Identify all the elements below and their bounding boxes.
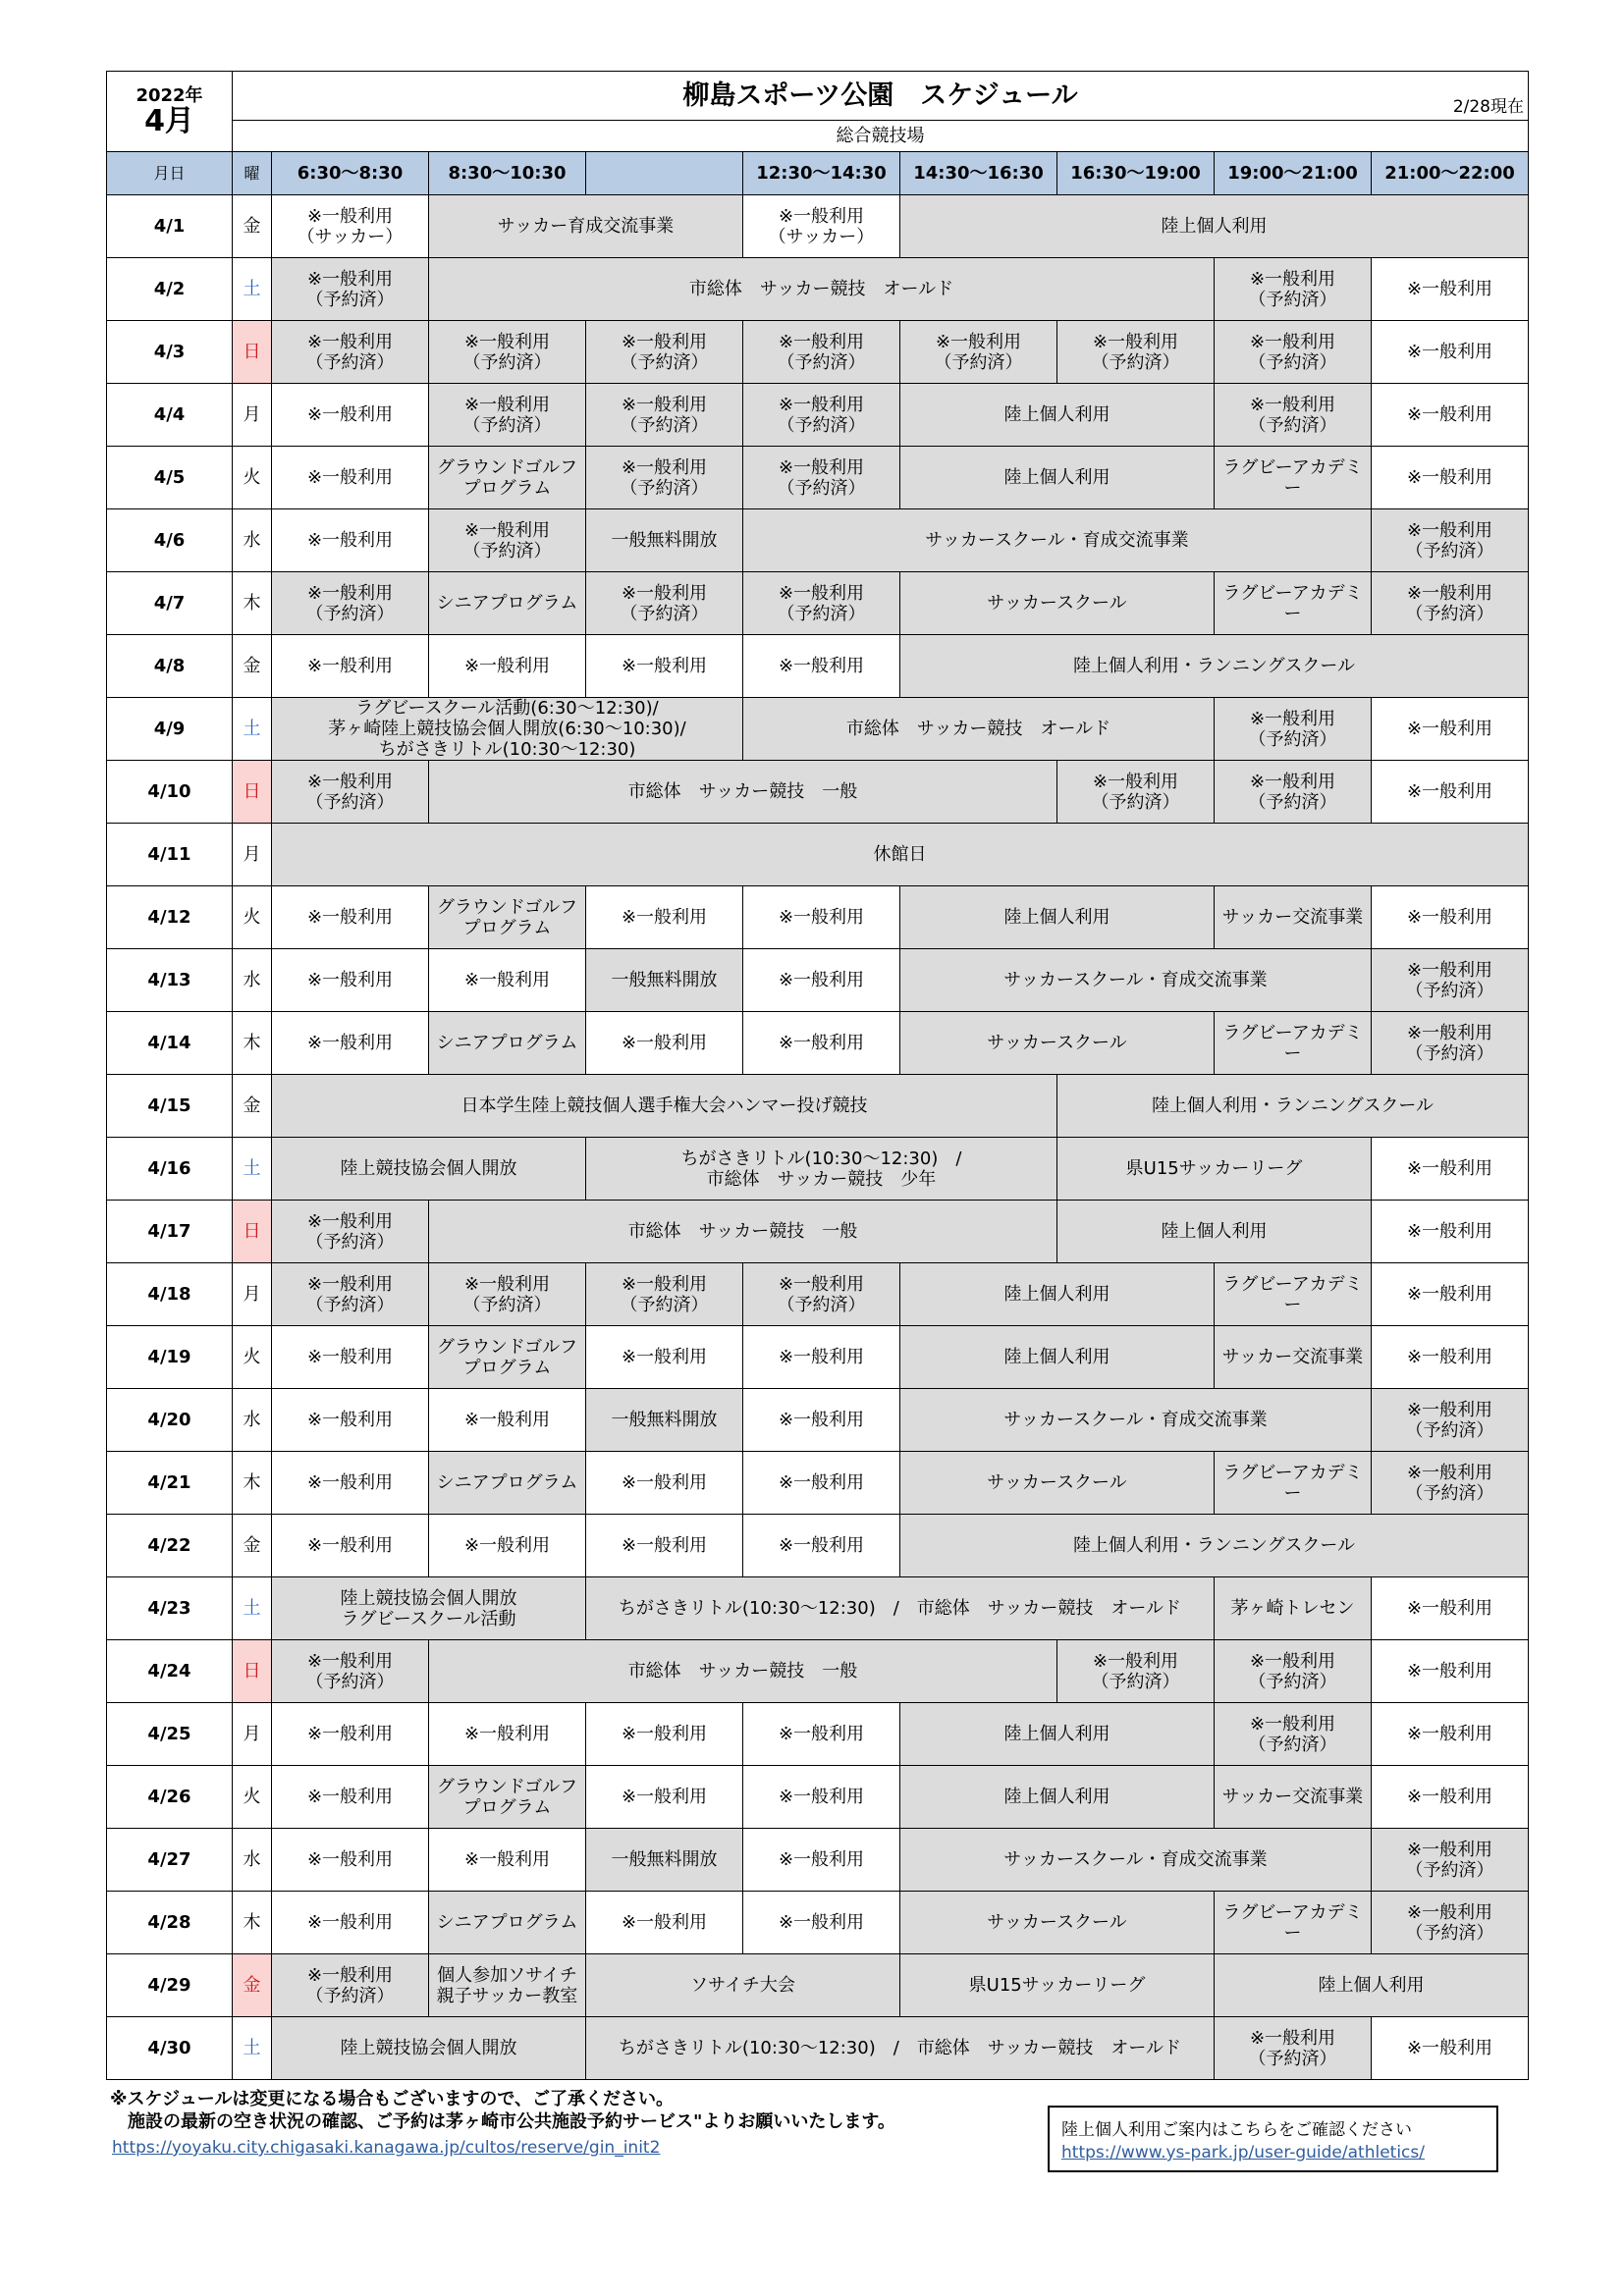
- athletics-info-text: 陸上個人利用ご案内はこちらをご確認ください: [1061, 2120, 1412, 2140]
- slot-cell: ※一般利用 （予約済）: [586, 384, 743, 447]
- slot-cell: サッカースクール: [900, 1892, 1215, 1954]
- schedule-row: [107, 1640, 1529, 1703]
- slot-cell: ※一般利用: [1372, 761, 1529, 824]
- schedule-row: [107, 761, 1529, 824]
- date-cell: 4/15: [107, 1075, 233, 1138]
- schedule-row: [107, 321, 1529, 384]
- slot-cell: ※一般利用 （予約済）: [743, 321, 900, 384]
- slot-cell: ※一般利用: [1372, 1326, 1529, 1389]
- date-cell: 4/16: [107, 1138, 233, 1201]
- slot-cell: 陸上個人利用: [900, 1326, 1215, 1389]
- date-cell: 4/25: [107, 1703, 233, 1766]
- slot-cell: ※一般利用 （予約済）: [429, 384, 586, 447]
- date-cell: 4/7: [107, 572, 233, 635]
- schedule-row: [107, 1326, 1529, 1389]
- col-header-slot-2: 8:30～10:30: [429, 152, 586, 195]
- slot-cell: ※一般利用: [272, 1515, 429, 1577]
- slot-cell: ※一般利用 （サッカー）: [272, 195, 429, 258]
- weekday-cell: 火: [233, 1326, 272, 1389]
- slot-cell: ※一般利用: [272, 949, 429, 1012]
- slot-cell: ※一般利用: [272, 1389, 429, 1452]
- slot-cell: ※一般利用: [586, 1892, 743, 1954]
- slot-cell: ※一般利用 （予約済）: [1372, 1829, 1529, 1892]
- slot-cell: ※一般利用: [1372, 1201, 1529, 1263]
- slot-cell: ※一般利用 （予約済）: [1215, 698, 1372, 761]
- slot-cell: ※一般利用: [1372, 2017, 1529, 2080]
- weekday-cell: 金: [233, 1515, 272, 1577]
- date-cell: 4/5: [107, 447, 233, 509]
- slot-cell: 陸上個人利用: [1215, 1954, 1529, 2017]
- date-cell: 4/6: [107, 509, 233, 572]
- athletics-info-link[interactable]: https://www.ys-park.jp/user-guide/athletics/: [1061, 2143, 1425, 2163]
- slot-cell: 陸上個人利用: [900, 195, 1529, 258]
- slot-cell: 市総体 サッカー競技 一般: [429, 761, 1057, 824]
- weekday-cell: 月: [233, 1263, 272, 1326]
- slot-cell: 陸上個人利用: [900, 1703, 1215, 1766]
- slot-cell: 日本学生陸上競技個人選手権大会ハンマー投げ競技: [272, 1075, 1057, 1138]
- year-month-cell: [107, 72, 233, 152]
- slot-cell: ※一般利用: [586, 1012, 743, 1075]
- slot-cell: ※一般利用: [743, 1452, 900, 1515]
- slot-cell: ※一般利用: [272, 1012, 429, 1075]
- schedule-row: [107, 572, 1529, 635]
- slot-cell: 一般無料開放: [586, 509, 743, 572]
- slot-cell: ※一般利用: [1372, 1263, 1529, 1326]
- as-of-date: 2/28現在: [1452, 97, 1524, 117]
- slot-cell: ※一般利用 （予約済）: [272, 761, 429, 824]
- slot-cell: ※一般利用 （予約済）: [743, 1263, 900, 1326]
- date-cell: 4/26: [107, 1766, 233, 1829]
- slot-cell: ラグビーアカデミー: [1215, 1892, 1372, 1954]
- slot-cell: ※一般利用: [272, 1892, 429, 1954]
- weekday-cell: 日: [233, 1640, 272, 1703]
- weekday-cell: 日: [233, 1201, 272, 1263]
- slot-cell: ※一般利用: [1372, 447, 1529, 509]
- weekday-cell: 日: [233, 761, 272, 824]
- date-cell: 4/10: [107, 761, 233, 824]
- slot-cell: 陸上個人利用: [900, 447, 1215, 509]
- slot-cell: ※一般利用 （予約済）: [586, 321, 743, 384]
- slot-cell: ※一般利用: [743, 1766, 900, 1829]
- slot-cell: 陸上個人利用: [1057, 1201, 1372, 1263]
- schedule-row: [107, 1012, 1529, 1075]
- slot-cell: サッカー交流事業: [1215, 1326, 1372, 1389]
- weekday-cell: 火: [233, 447, 272, 509]
- slot-cell: ※一般利用: [429, 635, 586, 698]
- col-header-slot-7: 19:00～21:00: [1215, 152, 1372, 195]
- slot-cell: ラグビーアカデミー: [1215, 1452, 1372, 1515]
- year-label: 2022年: [135, 84, 203, 106]
- slot-cell: ※一般利用: [743, 949, 900, 1012]
- slot-cell: ※一般利用 （予約済）: [1215, 1703, 1372, 1766]
- slot-cell: ※一般利用: [1372, 1640, 1529, 1703]
- weekday-cell: 土: [233, 1138, 272, 1201]
- slot-cell: 市総体 サッカー競技 オールド: [743, 698, 1215, 761]
- weekday-cell: 木: [233, 572, 272, 635]
- weekday-cell: 月: [233, 384, 272, 447]
- slot-cell: ※一般利用: [272, 509, 429, 572]
- slot-cell: ちがさきリトル(10:30～12:30) / 市総体 サッカー競技 少年: [586, 1138, 1057, 1201]
- slot-cell: 一般無料開放: [586, 1829, 743, 1892]
- col-header-slot-6: 16:30～19:00: [1057, 152, 1215, 195]
- schedule-table: [106, 71, 1529, 2080]
- col-header-date: 月日: [107, 152, 233, 195]
- slot-cell: ちがさきリトル(10:30～12:30) / 市総体 サッカー競技 オールド: [586, 2017, 1215, 2080]
- slot-cell: ※一般利用 （予約済）: [1372, 509, 1529, 572]
- date-cell: 4/17: [107, 1201, 233, 1263]
- slot-cell: ※一般利用 （予約済）: [1372, 1892, 1529, 1954]
- title-row: [107, 72, 1529, 121]
- weekday-cell: 木: [233, 1892, 272, 1954]
- schedule-row: [107, 1829, 1529, 1892]
- slot-cell: ※一般利用 （予約済）: [1372, 1012, 1529, 1075]
- slot-cell: 休館日: [272, 824, 1529, 886]
- slot-cell: ※一般利用 （予約済）: [1215, 258, 1372, 321]
- date-cell: 4/20: [107, 1389, 233, 1452]
- slot-cell: サッカースクール: [900, 1012, 1215, 1075]
- slot-cell: ※一般利用: [272, 1452, 429, 1515]
- date-cell: 4/14: [107, 1012, 233, 1075]
- date-cell: 4/24: [107, 1640, 233, 1703]
- page-title: 柳島スポーツ公園 スケジュール: [682, 80, 1078, 111]
- slot-cell: 県U15サッカーリーグ: [900, 1954, 1215, 2017]
- weekday-cell: 月: [233, 824, 272, 886]
- slot-cell: 市総体 サッカー競技 オールド: [429, 258, 1215, 321]
- slot-cell: ※一般利用: [272, 635, 429, 698]
- schedule-row: [107, 1954, 1529, 2017]
- weekday-cell: 金: [233, 1075, 272, 1138]
- schedule-row: [107, 1452, 1529, 1515]
- col-header-slot-3: [586, 152, 743, 195]
- weekday-cell: 土: [233, 2017, 272, 2080]
- weekday-cell: 金: [233, 195, 272, 258]
- slot-cell: ※一般利用: [1372, 886, 1529, 949]
- date-cell: 4/4: [107, 384, 233, 447]
- slot-cell: 茅ヶ崎トレセン: [1215, 1577, 1372, 1640]
- slot-cell: ※一般利用: [743, 886, 900, 949]
- schedule-row: [107, 447, 1529, 509]
- slot-cell: ※一般利用 （予約済）: [743, 447, 900, 509]
- slot-cell: サッカースクール・育成交流事業: [900, 1389, 1372, 1452]
- slot-cell: ※一般利用: [272, 384, 429, 447]
- slot-cell: ※一般利用: [743, 1389, 900, 1452]
- notice-line-2: 施設の最新の空き状況の確認、ご予約は茅ヶ崎市公共施設予約サービス"よりお願いいたします。: [110, 2111, 895, 2132]
- slot-cell: ※一般利用: [1372, 1766, 1529, 1829]
- schedule-row: [107, 1766, 1529, 1829]
- col-header-slot-4: 12:30～14:30: [743, 152, 900, 195]
- slot-cell: 陸上競技協会個人開放: [272, 1138, 586, 1201]
- slot-cell: サッカースクール・育成交流事業: [900, 1829, 1372, 1892]
- schedule-row: [107, 1263, 1529, 1326]
- schedule-row: [107, 1201, 1529, 1263]
- slot-cell: サッカースクール・育成交流事業: [743, 509, 1372, 572]
- slot-cell: ※一般利用 （予約済）: [900, 321, 1057, 384]
- weekday-cell: 水: [233, 509, 272, 572]
- slot-cell: ※一般利用: [272, 1766, 429, 1829]
- slot-cell: ※一般利用 （予約済）: [272, 321, 429, 384]
- slot-cell: サッカー交流事業: [1215, 886, 1372, 949]
- slot-cell: ※一般利用: [1372, 1577, 1529, 1640]
- schedule-row: [107, 1389, 1529, 1452]
- schedule-row: [107, 886, 1529, 949]
- slot-cell: ※一般利用 （予約済）: [1057, 321, 1215, 384]
- schedule-row: [107, 1703, 1529, 1766]
- col-header-slot-5: 14:30～16:30: [900, 152, 1057, 195]
- slot-cell: ※一般利用 （予約済）: [429, 1263, 586, 1326]
- slot-cell: ※一般利用: [743, 1829, 900, 1892]
- slot-cell: サッカースクール・育成交流事業: [900, 949, 1372, 1012]
- notice-line-1: ※スケジュールは変更になる場合もございますので、ご了承ください。: [110, 2089, 675, 2109]
- slot-cell: ※一般利用 （予約済）: [272, 1263, 429, 1326]
- schedule-row: [107, 698, 1529, 761]
- slot-cell: ※一般利用 （予約済）: [272, 1640, 429, 1703]
- slot-cell: ※一般利用 （予約済）: [586, 447, 743, 509]
- slot-cell: サッカースクール: [900, 1452, 1215, 1515]
- date-cell: 4/23: [107, 1577, 233, 1640]
- slot-cell: ※一般利用 （予約済）: [586, 1263, 743, 1326]
- schedule-row: [107, 384, 1529, 447]
- date-cell: 4/8: [107, 635, 233, 698]
- slot-cell: ※一般利用: [272, 1326, 429, 1389]
- weekday-cell: 火: [233, 886, 272, 949]
- slot-cell: 個人参加ソサイチ 親子サッカー教室: [429, 1954, 586, 2017]
- slot-cell: 陸上個人利用: [900, 384, 1215, 447]
- slot-cell: 一般無料開放: [586, 1389, 743, 1452]
- col-header-dow: 曜: [233, 152, 272, 195]
- schedule-notice: [110, 2088, 895, 2133]
- slot-cell: ※一般利用 （予約済）: [1057, 1640, 1215, 1703]
- title-cell: [233, 72, 1529, 121]
- date-cell: 4/27: [107, 1829, 233, 1892]
- slot-cell: 陸上個人利用: [900, 1263, 1215, 1326]
- slot-cell: 陸上個人利用: [900, 1766, 1215, 1829]
- date-cell: 4/11: [107, 824, 233, 886]
- date-cell: 4/22: [107, 1515, 233, 1577]
- weekday-cell: 水: [233, 949, 272, 1012]
- slot-cell: ※一般利用 （予約済）: [1215, 1640, 1372, 1703]
- date-cell: 4/28: [107, 1892, 233, 1954]
- athletics-info-box: [1048, 2106, 1498, 2172]
- date-cell: 4/13: [107, 949, 233, 1012]
- slot-cell: ※一般利用 （予約済）: [586, 572, 743, 635]
- schedule-row: [107, 949, 1529, 1012]
- slot-cell: サッカー育成交流事業: [429, 195, 743, 258]
- weekday-cell: 木: [233, 1452, 272, 1515]
- slot-cell: 市総体 サッカー競技 一般: [429, 1201, 1057, 1263]
- slot-cell: ※一般利用 （予約済）: [272, 1201, 429, 1263]
- schedule-row: [107, 1892, 1529, 1954]
- slot-cell: ラグビーアカデミー: [1215, 1263, 1372, 1326]
- slot-cell: ※一般利用 （予約済）: [272, 258, 429, 321]
- slot-cell: ※一般利用: [586, 1515, 743, 1577]
- slot-cell: ※一般利用: [743, 1515, 900, 1577]
- weekday-cell: 土: [233, 258, 272, 321]
- weekday-cell: 金: [233, 635, 272, 698]
- slot-cell: シニアプログラム: [429, 1012, 586, 1075]
- slot-cell: ラグビーアカデミー: [1215, 1012, 1372, 1075]
- slot-cell: ※一般利用 （予約済）: [1215, 321, 1372, 384]
- weekday-cell: 月: [233, 1703, 272, 1766]
- slot-cell: ※一般利用 （予約済）: [1215, 384, 1372, 447]
- slot-cell: 一般無料開放: [586, 949, 743, 1012]
- slot-cell: ※一般利用: [1372, 1703, 1529, 1766]
- date-cell: 4/1: [107, 195, 233, 258]
- weekday-cell: 木: [233, 1012, 272, 1075]
- slot-cell: ※一般利用: [429, 1389, 586, 1452]
- slot-cell: 市総体 サッカー競技 一般: [429, 1640, 1057, 1703]
- weekday-cell: 土: [233, 1577, 272, 1640]
- slot-cell: ※一般利用 （予約済）: [429, 509, 586, 572]
- slot-cell: ラグビーアカデミー: [1215, 447, 1372, 509]
- date-cell: 4/21: [107, 1452, 233, 1515]
- slot-cell: 陸上競技協会個人開放 ラグビースクール活動: [272, 1577, 586, 1640]
- slot-cell: グラウンドゴルフ プログラム: [429, 1326, 586, 1389]
- slot-cell: ※一般利用: [429, 1829, 586, 1892]
- slot-cell: ※一般利用: [1372, 384, 1529, 447]
- weekday-cell: 金: [233, 1954, 272, 2017]
- slot-cell: ※一般利用: [743, 1012, 900, 1075]
- date-cell: 4/19: [107, 1326, 233, 1389]
- schedule-row: [107, 258, 1529, 321]
- schedule-row: [107, 1138, 1529, 1201]
- slot-cell: ※一般利用 （予約済）: [1372, 572, 1529, 635]
- slot-cell: ※一般利用: [429, 1703, 586, 1766]
- slot-cell: ラグビースクール活動(6:30～12:30)/ 茅ヶ崎陸上競技協会個人開放(6:30～10:30)/ ちがさきリトル(10:30～12:30): [272, 698, 743, 761]
- slot-cell: 陸上個人利用・ランニングスクール: [1057, 1075, 1529, 1138]
- slot-cell: ※一般利用: [586, 1766, 743, 1829]
- col-header-slot-1: 6:30～8:30: [272, 152, 429, 195]
- slot-cell: ※一般利用: [429, 949, 586, 1012]
- schedule-row: [107, 1577, 1529, 1640]
- slot-cell: 県U15サッカーリーグ: [1057, 1138, 1372, 1201]
- slot-cell: サッカースクール: [900, 572, 1215, 635]
- slot-cell: ※一般利用 （予約済）: [1372, 1389, 1529, 1452]
- slot-cell: サッカー交流事業: [1215, 1766, 1372, 1829]
- weekday-cell: 火: [233, 1766, 272, 1829]
- weekday-cell: 日: [233, 321, 272, 384]
- slot-cell: シニアプログラム: [429, 1452, 586, 1515]
- slot-cell: ※一般利用: [272, 886, 429, 949]
- weekday-cell: 水: [233, 1829, 272, 1892]
- slot-cell: ※一般利用 （予約済）: [272, 572, 429, 635]
- reservation-link[interactable]: https://yoyaku.city.chigasaki.kanagawa.jp/cultos/reserve/gin_init2: [112, 2138, 661, 2158]
- slot-cell: ※一般利用 （予約済）: [272, 1954, 429, 2017]
- slot-cell: ※一般利用: [586, 1452, 743, 1515]
- venue-row: [107, 121, 1529, 152]
- slot-cell: ※一般利用: [272, 447, 429, 509]
- slot-cell: グラウンドゴルフ プログラム: [429, 886, 586, 949]
- slot-cell: ※一般利用: [1372, 321, 1529, 384]
- schedule-row: [107, 635, 1529, 698]
- slot-cell: ※一般利用: [586, 1703, 743, 1766]
- slot-cell: ※一般利用 （予約済）: [743, 384, 900, 447]
- date-cell: 4/29: [107, 1954, 233, 2017]
- slot-cell: ※一般利用: [1372, 258, 1529, 321]
- slot-cell: グラウンドゴルフ プログラム: [429, 447, 586, 509]
- date-cell: 4/9: [107, 698, 233, 761]
- weekday-cell: 水: [233, 1389, 272, 1452]
- slot-cell: シニアプログラム: [429, 1892, 586, 1954]
- date-cell: 4/18: [107, 1263, 233, 1326]
- slot-cell: ※一般利用: [743, 635, 900, 698]
- schedule-row: [107, 1075, 1529, 1138]
- schedule-row: [107, 2017, 1529, 2080]
- col-header-slot-8: 21:00～22:00: [1372, 152, 1529, 195]
- slot-cell: シニアプログラム: [429, 572, 586, 635]
- slot-cell: ※一般利用: [272, 1829, 429, 1892]
- month-label: 4月: [144, 103, 194, 138]
- slot-cell: 陸上競技協会個人開放: [272, 2017, 586, 2080]
- schedule-row: [107, 824, 1529, 886]
- slot-cell: ※一般利用: [1372, 698, 1529, 761]
- slot-cell: ※一般利用 （サッカー）: [743, 195, 900, 258]
- slot-cell: グラウンドゴルフ プログラム: [429, 1766, 586, 1829]
- slot-cell: ※一般利用: [743, 1703, 900, 1766]
- slot-cell: 陸上個人利用・ランニングスクール: [900, 635, 1529, 698]
- slot-cell: ※一般利用: [743, 1892, 900, 1954]
- slot-cell: 陸上個人利用: [900, 886, 1215, 949]
- slot-cell: ※一般利用: [586, 1326, 743, 1389]
- slot-cell: ※一般利用 （予約済）: [1215, 2017, 1372, 2080]
- slot-cell: 陸上個人利用・ランニングスクール: [900, 1515, 1529, 1577]
- date-cell: 4/3: [107, 321, 233, 384]
- slot-cell: ソサイチ大会: [586, 1954, 900, 2017]
- slot-cell: ちがさきリトル(10:30～12:30) / 市総体 サッカー競技 オールド: [586, 1577, 1215, 1640]
- slot-cell: ※一般利用 （予約済）: [429, 321, 586, 384]
- date-cell: 4/2: [107, 258, 233, 321]
- date-cell: 4/12: [107, 886, 233, 949]
- slot-cell: ※一般利用: [1372, 1138, 1529, 1201]
- slot-cell: ※一般利用: [586, 635, 743, 698]
- schedule-row: [107, 1515, 1529, 1577]
- column-header-row: [107, 152, 1529, 195]
- slot-cell: ラグビーアカデミー: [1215, 572, 1372, 635]
- slot-cell: ※一般利用 （予約済）: [1215, 761, 1372, 824]
- slot-cell: ※一般利用 （予約済）: [1057, 761, 1215, 824]
- slot-cell: ※一般利用 （予約済）: [1372, 949, 1529, 1012]
- schedule-row: [107, 509, 1529, 572]
- date-cell: 4/30: [107, 2017, 233, 2080]
- slot-cell: ※一般利用: [743, 1326, 900, 1389]
- slot-cell: ※一般利用: [272, 1703, 429, 1766]
- venue-label: 総合競技場: [233, 121, 1529, 152]
- schedule-row: [107, 195, 1529, 258]
- slot-cell: ※一般利用 （予約済）: [743, 572, 900, 635]
- slot-cell: ※一般利用 （予約済）: [1372, 1452, 1529, 1515]
- slot-cell: ※一般利用: [586, 886, 743, 949]
- slot-cell: ※一般利用: [429, 1515, 586, 1577]
- weekday-cell: 土: [233, 698, 272, 761]
